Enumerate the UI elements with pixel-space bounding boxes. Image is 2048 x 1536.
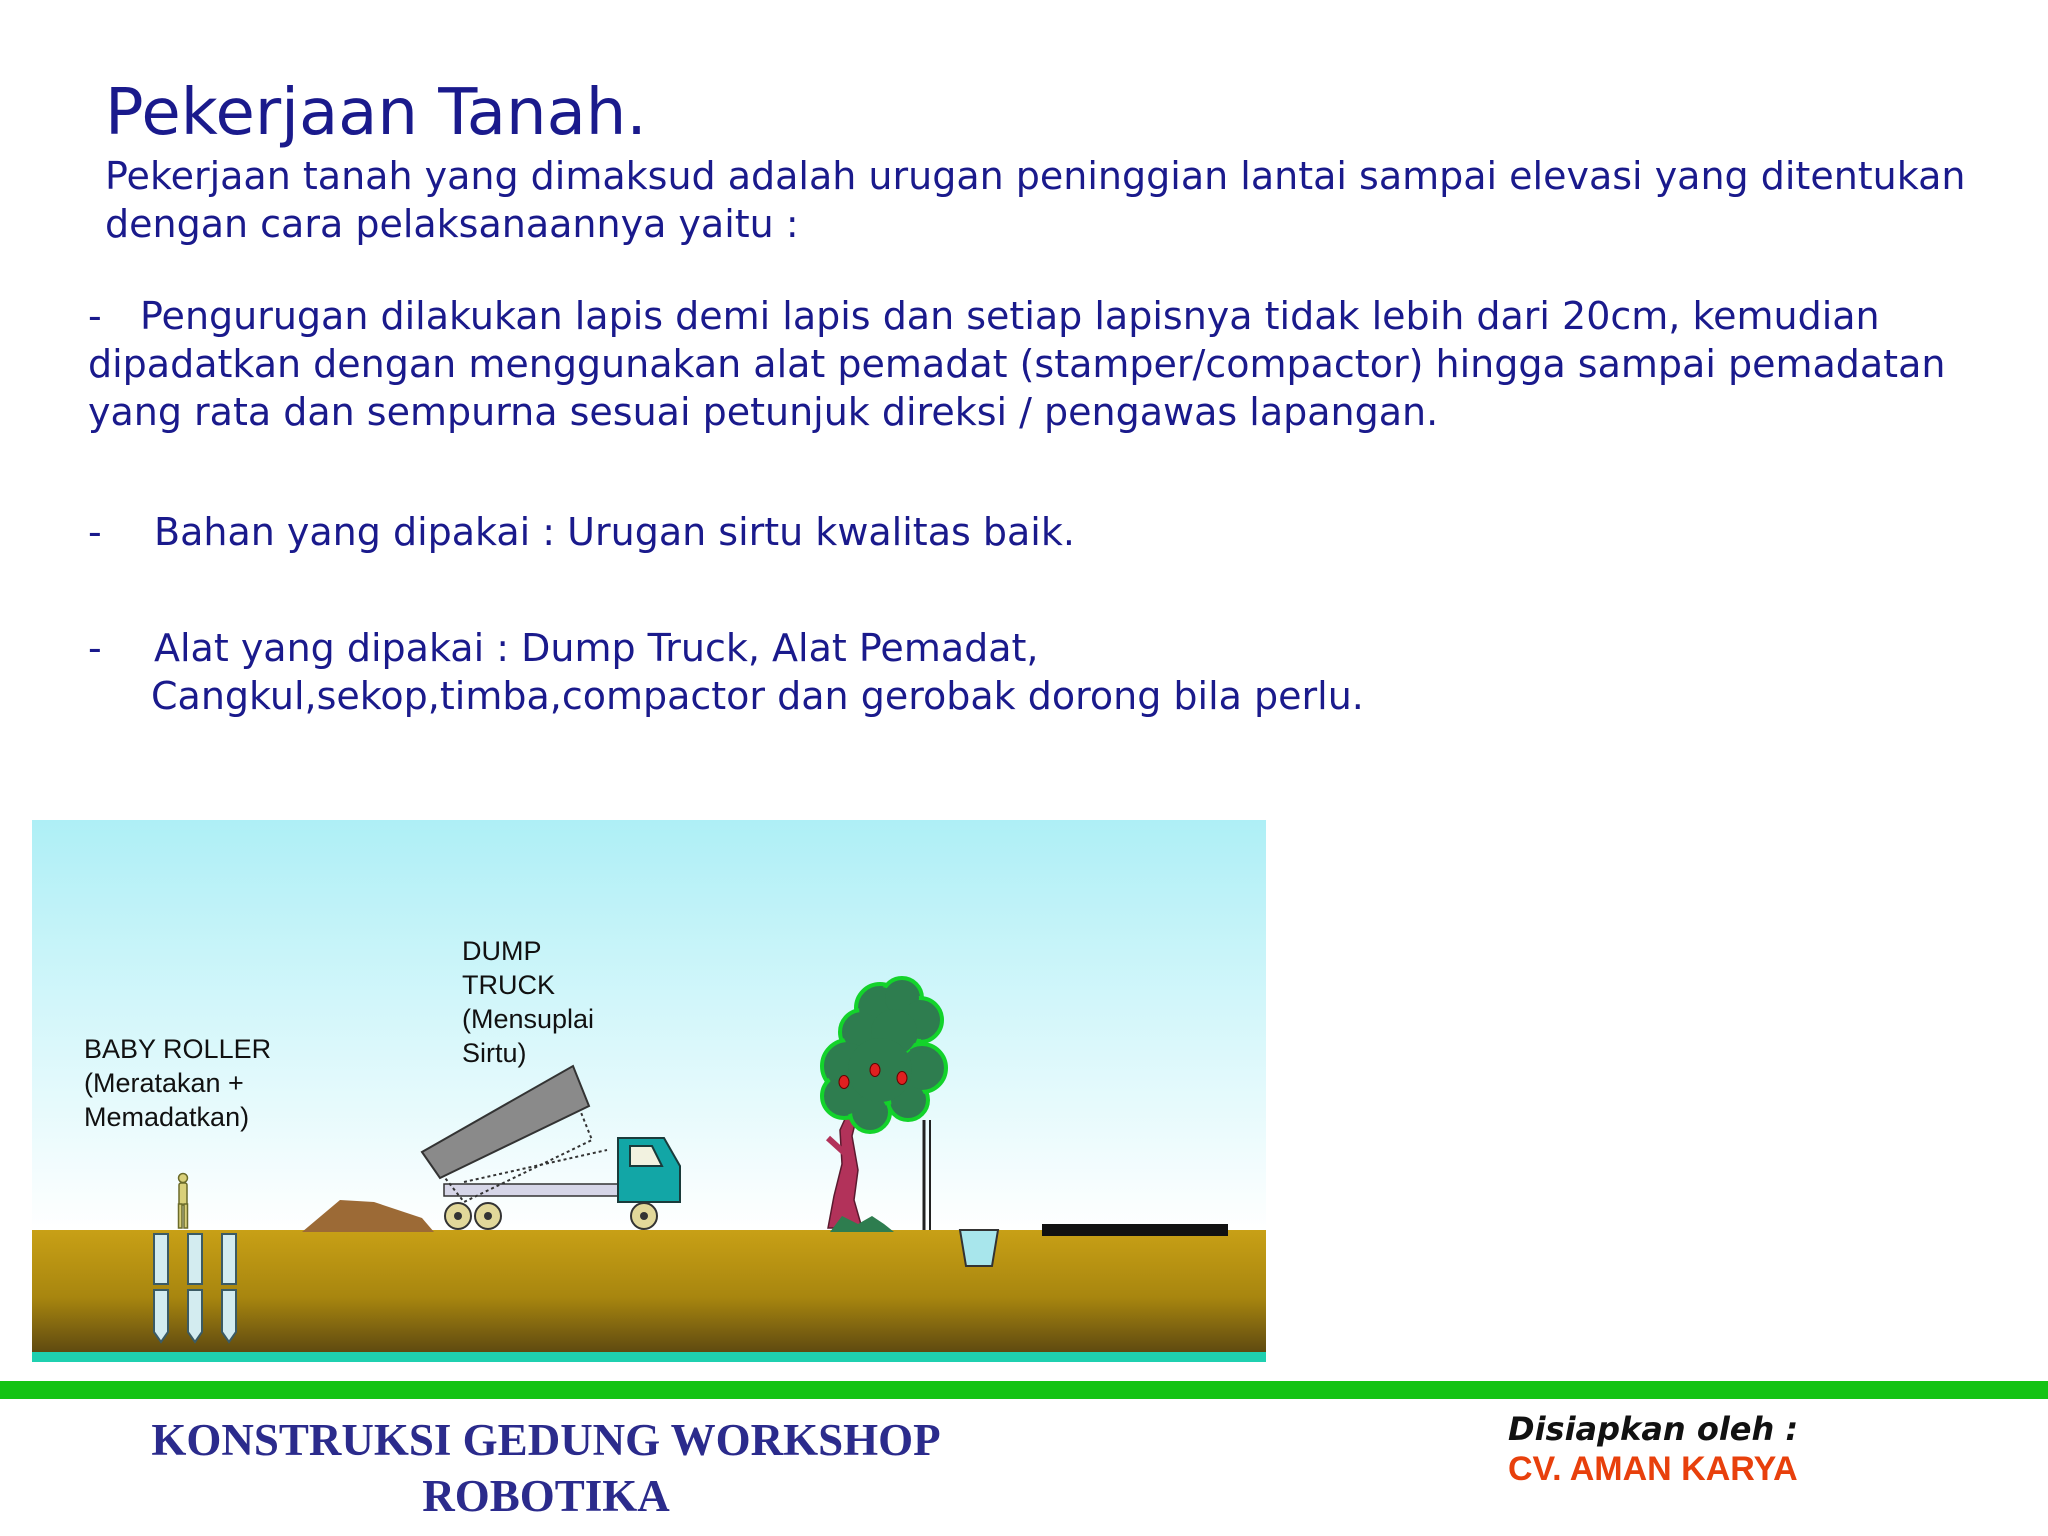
- bullet-text: Pengurugan dilakukan lapis demi lapis dan setiap lapisnya tidak lebih dari 20cm, kemudian dipadatkan dengan menggunakan alat pemadat (stamper/compactor) hingga sampai pemadatan yang rata dan sempurna sesuai petunjuk direksi / pengawas lapangan.: [88, 294, 1946, 434]
- earthwork-illustration: [32, 820, 1266, 1362]
- baby-roller-label: BABY ROLLER (Meratakan + Memadatkan): [84, 1034, 272, 1132]
- bullet-dash: -: [88, 626, 102, 670]
- company-name: CV. AMAN KARYA: [1508, 1450, 1798, 1488]
- soil-ground: [32, 1230, 1266, 1352]
- bullet-dash: -: [88, 510, 102, 554]
- bullet-text: Bahan yang dipakai : Urugan sirtu kwalitas baik.: [154, 510, 1075, 554]
- bullet-text-continuation: Cangkul,sekop,timba,compactor dan gerobak dorong bila perlu.: [151, 674, 1364, 718]
- water-strip: [32, 1352, 1266, 1362]
- dump-truck-label: DUMP TRUCK (Mensuplai Sirtu): [462, 936, 595, 1068]
- footer-divider: [0, 1381, 2048, 1399]
- bullet-item-material: [88, 508, 1988, 556]
- bullet-item-equipment: [88, 624, 1988, 720]
- footer-project-title: [110, 1412, 982, 1524]
- footer-title-line1: KONSTRUKSI GEDUNG WORKSHOP: [151, 1415, 941, 1465]
- water-bucket: [960, 1230, 998, 1266]
- bullet-dash: -: [88, 294, 102, 338]
- compactor-plate: [1042, 1224, 1228, 1236]
- bullet-item-backfill-method: [88, 292, 1988, 436]
- prepared-by-label: Disiapkan oleh :: [1508, 1410, 1799, 1448]
- slide-title: Pekerjaan Tanah.: [105, 76, 647, 150]
- footer-title-line2: ROBOTIKA: [422, 1471, 670, 1521]
- bullet-text: Alat yang dipakai : Dump Truck, Alat Pemadat,: [154, 626, 1039, 670]
- intro-text: Pekerjaan tanah yang dimaksud adalah urugan peninggian lantai sampai elevasi yang ditentukan dengan cara pelaksanaannya yaitu :: [105, 154, 1966, 246]
